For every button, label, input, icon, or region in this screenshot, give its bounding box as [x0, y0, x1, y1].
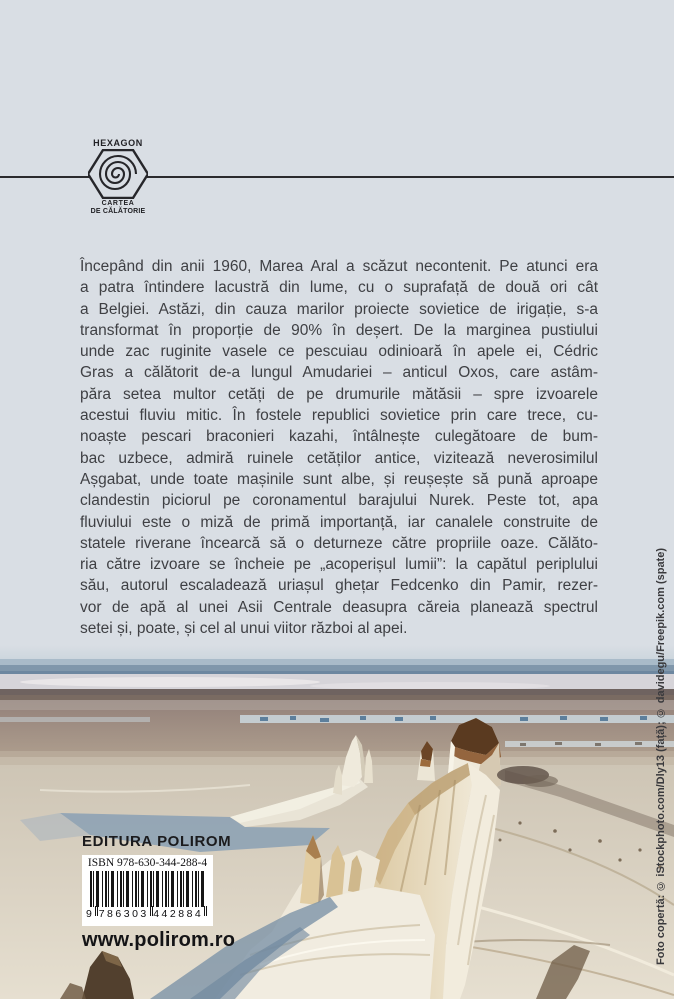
ean-group-2: 442884	[153, 908, 204, 920]
isbn-label: ISBN 978-630-344-288-4	[87, 857, 208, 869]
logo-imprint-label: HEXAGON	[93, 138, 143, 148]
blurb-line: transformat în proporție de 90% în deșert. De la marginea pustiului	[80, 321, 598, 339]
blurb	[80, 256, 598, 639]
photo-credit: Foto copertă: © iStockphoto.com/Dly13 (față); © davidegu/Freepik.com (spate)	[655, 547, 667, 965]
blurb-line: ria către izvoare se încheie pe „acoperișul lumii”: la capătul periplului	[80, 556, 598, 574]
publisher-website: www.polirom.ro	[82, 929, 236, 951]
logo-series-label-2: DE CĂLĂTORIE	[90, 208, 146, 215]
blurb-line: setei și, poate, și cel al unui viitor război al apei.	[80, 620, 408, 638]
ean-digits	[82, 907, 213, 922]
series-logo	[84, 138, 152, 216]
blurb-line: fluviului este o miză de primă importanță, iar canalele construite de	[80, 513, 598, 531]
blurb-line: Gras a călătorit de-a lungul Amudariei – anticul Oxos, care astâm-	[80, 364, 598, 382]
barcode-guard	[204, 906, 207, 916]
hexagon-spiral-icon	[88, 149, 148, 199]
blurb-line: păra setea multor cetăți de pe drumurile mătăsii – spre izvoarele	[80, 385, 598, 403]
barcode-bars	[90, 871, 205, 907]
blurb-line: statele riverane încearcă să o deturneze către propriile oaze. Călăto-	[80, 534, 598, 552]
logo-series-label-1: CARTEA	[101, 200, 135, 207]
ean-first-digit: 9	[86, 908, 92, 920]
blurb-line: a Belgiei. Astăzi, din cauza marilor proiecte sovietice de irigație, s-a	[80, 300, 598, 318]
blurb-line: unde zac ruginite vasele ce pescuiau odinioară în apele ei, Cédric	[80, 343, 598, 361]
blurb-line: său, autorul escaladează uriașul ghețar Fedcenko din Pamir, rezer-	[80, 577, 598, 595]
blurb-line: clandestin piciorul pe coronamentul barajului Nurek. Peste tot, apa	[80, 492, 598, 510]
blurb-line: Începând din anii 1960, Marea Aral a scăzut necontenit. Pe atunci era	[80, 258, 598, 275]
blurb-line: acestui fluviu mitic. În fostele republici sovietice prin care trece, cu-	[80, 407, 598, 425]
blurb-line: bac uzbece, admiră ruinele cetăților antice, vizitează neverosimilul	[80, 449, 598, 467]
publisher-name: EDITURA POLIROM	[82, 833, 232, 850]
isbn-barcode	[82, 855, 213, 926]
blurb-line: a patra întindere lacustră din lume, cu o suprafață de două ori cât	[80, 279, 598, 297]
ean-group-1: 786303	[98, 908, 149, 920]
blurb-line: Așgabat, unde toate mașinile sunt albe, și reușește să pună aproape	[80, 470, 598, 488]
blurb-line: noaște pescari braconieri kazahi, întâlnește culegătoare de bum-	[80, 428, 598, 446]
blurb-line: vor de apă al unei Asii Centrale deasupra căreia planează spectrul	[80, 598, 598, 616]
